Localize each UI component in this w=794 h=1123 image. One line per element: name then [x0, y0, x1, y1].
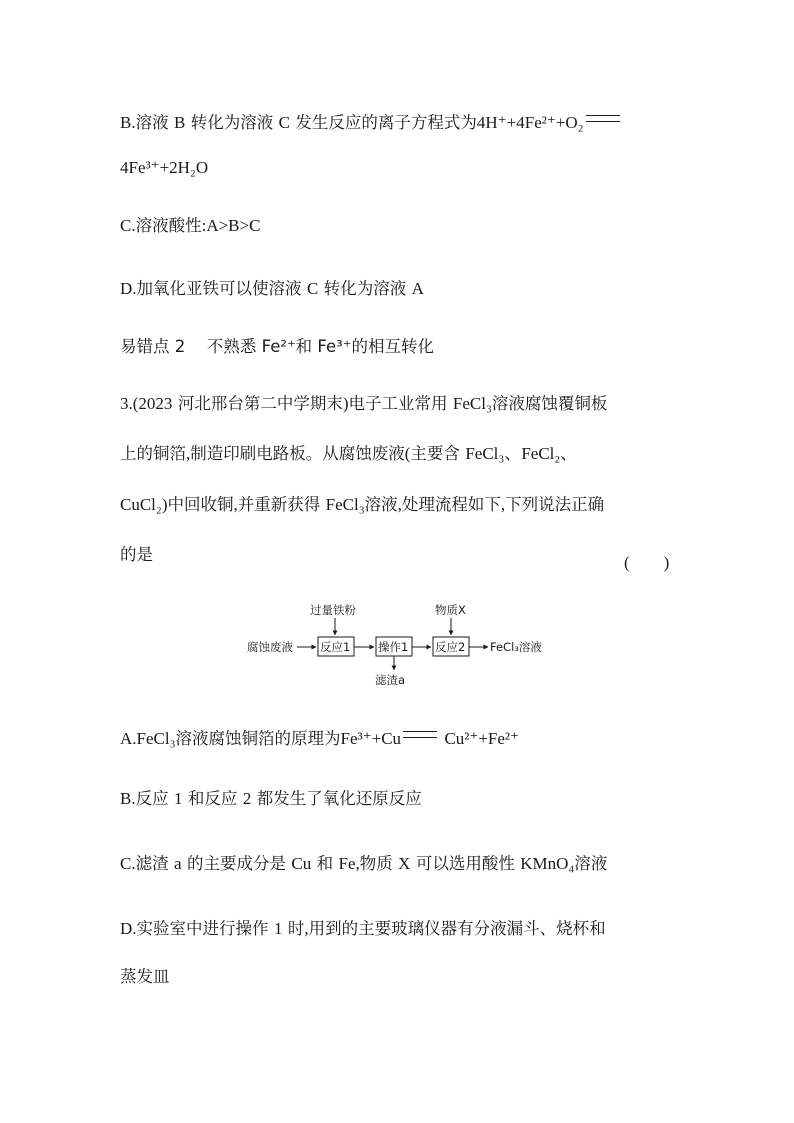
option-b-line2 [120, 157, 208, 179]
error-point-heading: 易错点 2 不熟悉 Fe²⁺和 Fe³⁺的相互转化 [120, 337, 434, 356]
answer-d-line2: 蒸发皿 [120, 967, 170, 986]
process-flow-diagram [245, 598, 575, 690]
flow-input-label: 腐蚀废液 [247, 640, 293, 654]
ionic-equation-left: 4H⁺+4Fe²⁺+O₂ [476, 113, 584, 132]
reagent1-label: 过量铁粉 [310, 603, 356, 617]
option-b-line1: B.溶液 B 转化为溶液 C 发生反应的离子方程式为4H⁺+4Fe²⁺+O₂ [120, 112, 622, 134]
equals-sign [403, 731, 437, 738]
ionic-equation-right: 4Fe³⁺+2H₂O [120, 158, 209, 177]
flow-output-label: FeCl₃溶液 [490, 640, 542, 654]
equals-sign [586, 115, 620, 122]
question-3-line3: CuCl₂)中回收铜,并重新获得 FeCl₃溶液,处理流程如下,下列说法正确 [120, 495, 605, 514]
option-c: C.溶液酸性:A>B>C [120, 216, 261, 235]
answer-parentheses: ( ) [624, 553, 670, 572]
reaction2-label: 反应2 [435, 640, 466, 654]
operation1-label: 操作1 [378, 640, 409, 654]
residue-label: 滤渣a [375, 673, 406, 687]
answer-d-line1: D.实验室中进行操作 1 时,用到的主要玻璃仪器有分液漏斗、烧杯和 [120, 919, 606, 938]
answer-a: A.FeCl₃溶液腐蚀铜箔的原理为Fe³⁺+Cu Cu²⁺+Fe²⁺ [120, 729, 520, 748]
question-3-line1: 3.(2023 河北邢台第二中学期末)电子工业常用 FeCl₃溶液腐蚀覆铜板 [120, 394, 608, 413]
answer-c: C.滤渣 a 的主要成分是 Cu 和 Fe,物质 X 可以选用酸性 KMnO₄溶液 [120, 854, 608, 873]
option-d: D.加氧化亚铁可以使溶液 C 转化为溶液 A [120, 279, 424, 298]
reaction1-label: 反应1 [320, 640, 351, 654]
reagent2-label: 物质X [435, 603, 466, 617]
question-3-line4: 的是 [120, 545, 153, 564]
question-3-line2: 上的铜箔,制造印刷电路板。从腐蚀废液(主要含 FeCl₃、FeCl₂、 [120, 444, 578, 463]
answer-b: B.反应 1 和反应 2 都发生了氧化还原反应 [120, 789, 422, 808]
